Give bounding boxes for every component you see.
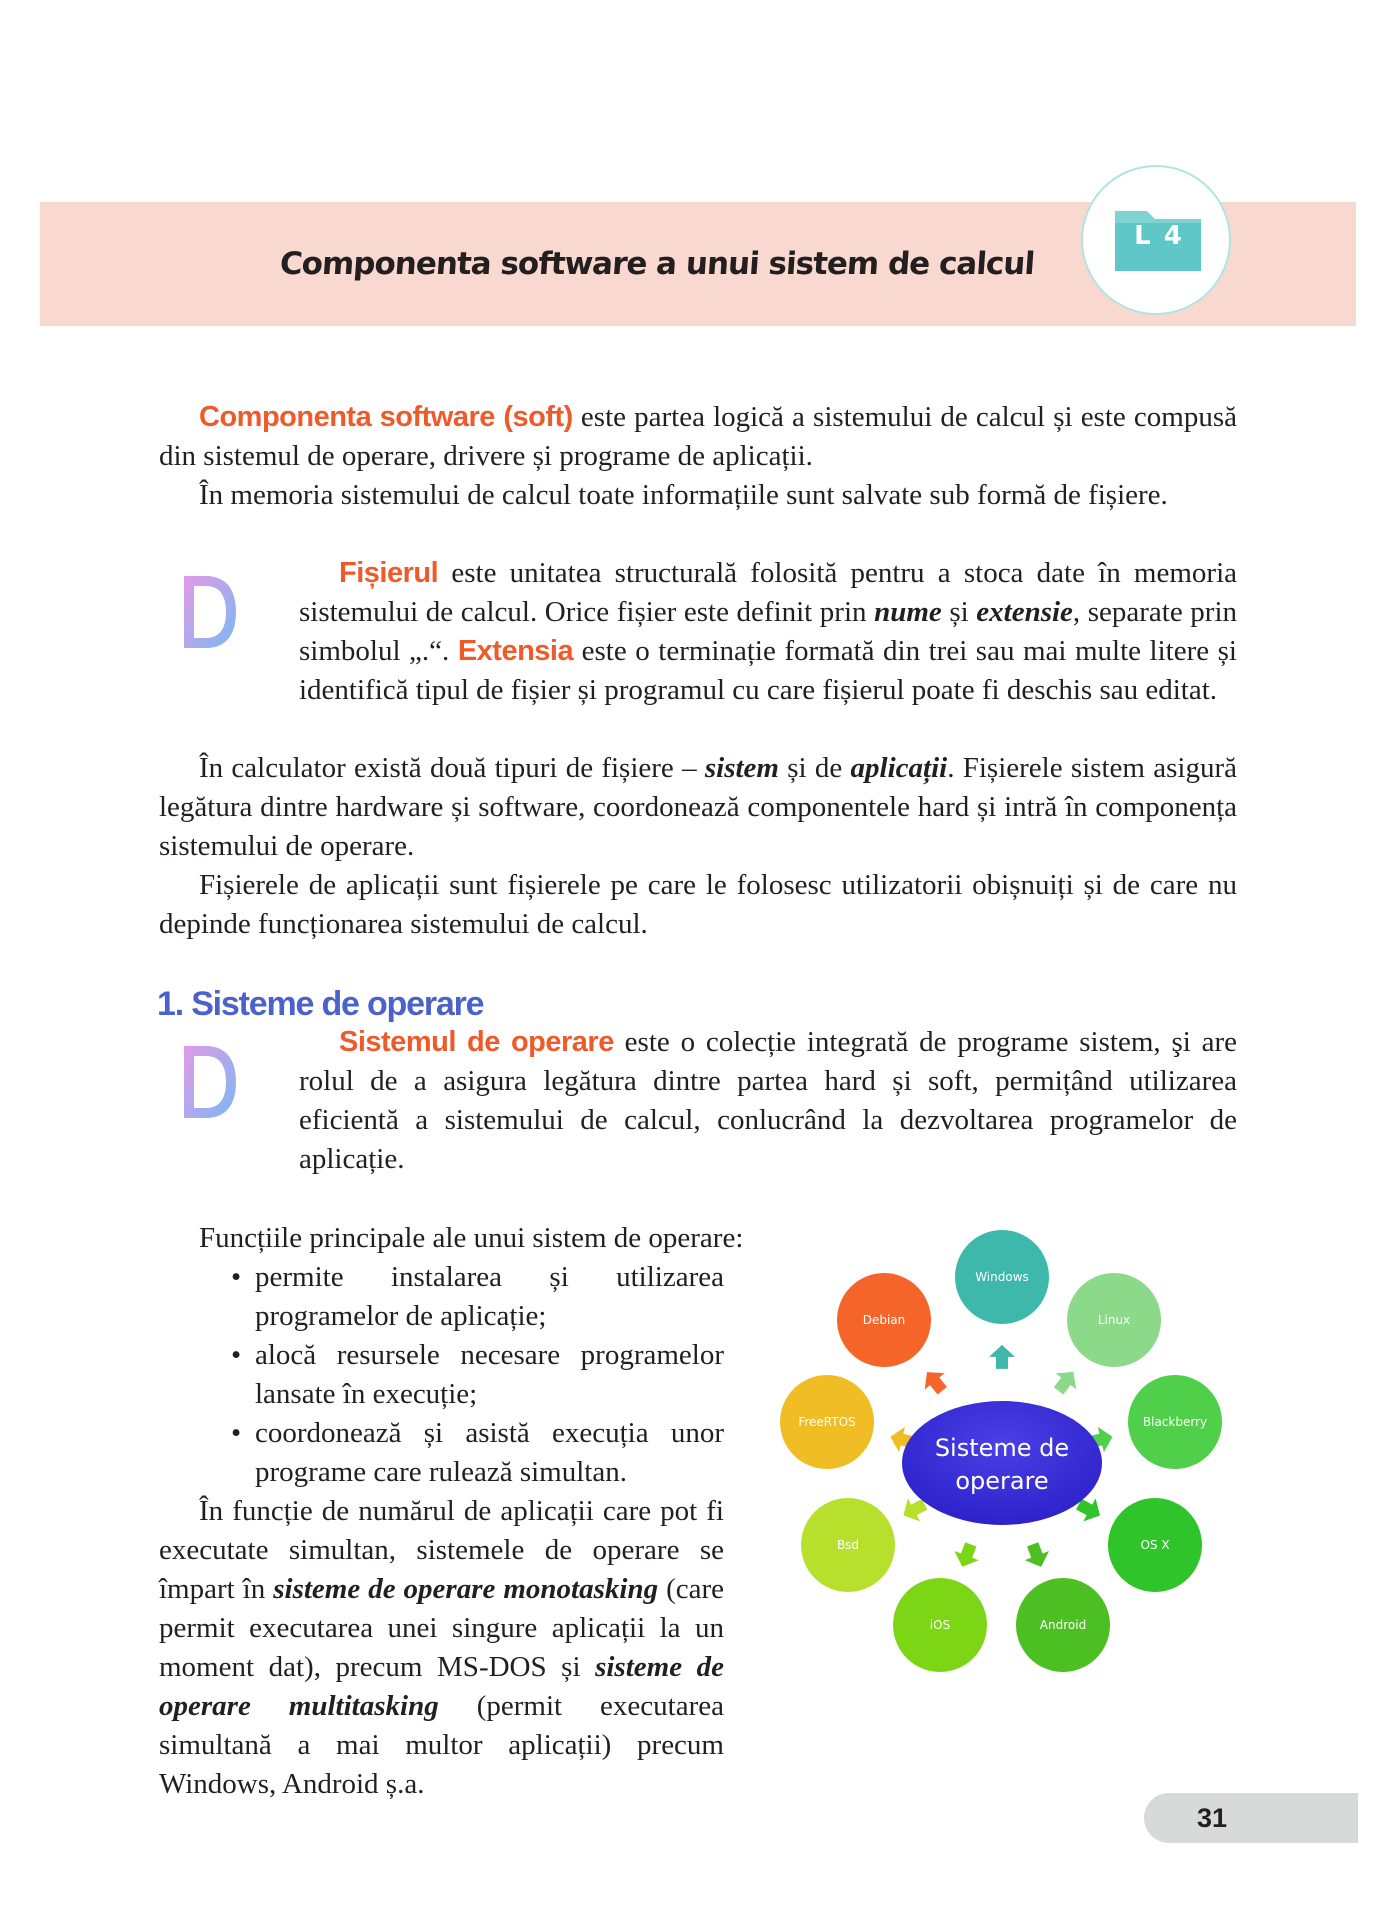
diagram-arrow [950,1540,983,1572]
diagram-node-label: Linux [1097,1313,1131,1327]
list-item: • coordonează și asistă execuția unor programe care rulează simultan. [159,1414,724,1492]
term-extensia: Extensia [457,635,574,667]
functions-list [159,1258,724,1492]
center-label-line-1: Sisteme de [934,1434,1070,1462]
files-text [159,749,1237,944]
definition-file: Fișierul este unitatea structurală folosită pentru a stoca date în memoria sistemului de calcul. Orice fișier este definit prin nume și extensie, separate prin simbolul „.“. Extensia este o terminație formată din trei sau mai multe litere și identifică tipul de fișier și programul cu care fișierul poate fi deschis sau editat. [299,557,1238,706]
list-item: • permite instalarea și utilizarea programelor de aplicație; [159,1258,724,1336]
diagram-arrow [1048,1364,1083,1399]
diagram-node-label: Windows [975,1270,1029,1284]
term-sistemul-de-operare: Sistemul de operare [339,1026,614,1058]
diagram-node-label: iOS [929,1618,951,1632]
intro-text [159,398,1237,515]
lesson-label: L 4 [1134,221,1184,251]
diagram-node-label: OS X [1140,1538,1170,1552]
intro-paragraph-1: Componenta software (soft) este partea logică a sistemului de calcul și este compusă din sistemul de operare, drivere și programe de aplicații. [159,401,1237,472]
definition-d-icon [180,572,240,652]
diagram-node-label: Blackberry [1142,1415,1208,1429]
term-fisierul: Fișierul [339,557,439,589]
functions-column [159,1219,744,1804]
diagram-node-label: Android [1039,1618,1087,1632]
page-number: 31 [1196,1803,1228,1833]
diagram-node-label: Debian [862,1313,906,1327]
section-heading: 1. Sisteme de operare [157,985,484,1023]
list-item: • alocă resursele necesare programelor lansate în execuție; [159,1336,724,1414]
os-diagram [760,1225,1260,1695]
definition-d-icon [180,1042,240,1122]
diagram-node-label: FreeRTOS [798,1415,856,1429]
files-paragraph-1: În calculator există două tipuri de fișiere – sistem și de aplicații. Fișierele sistem asigură legătura dintre hardware și software, coordonează componentele hard și intră în componența sistemului de operare. [159,752,1237,862]
term-software: Componenta software (soft) [199,401,573,433]
diagram-node-label: Bsd [836,1538,860,1552]
functions-intro: Funcțiile principale ale unui sistem de operare: [199,1222,744,1254]
chapter-title: Componenta software a unui sistem de calcul [278,246,1036,282]
bullet-icon: • [231,1261,242,1293]
intro-paragraph-2: În memoria sistemului de calcul toate informațiile sunt salvate sub formă de fișiere. [199,479,1168,511]
diagram-arrow [917,1364,952,1399]
center-label-line-2: operare [955,1467,1049,1495]
bullet-icon: • [231,1417,242,1449]
diagram-arrow [989,1345,1015,1369]
definition-os: Sistemul de operare este o colecție integrată de programe sistem, şi are rolul de a asigura legătura dintre partea hard și soft, permițând utilizarea eficientă a sistemului de calcul, conlucrând la dezvoltarea programelor de aplicație. [299,1026,1238,1175]
page-number-tab [1144,1793,1358,1843]
files-paragraph-2: Fișierele de aplicații sunt fișierele pe care le folosesc utilizatorii obișnuiți și de care nu depinde funcționarea sistemului de calcul. [159,869,1237,940]
classification-paragraph: În funcție de numărul de aplicații care pot fi executate simultan, sistemele de operare se împart în sisteme de operare monotasking (care permit executarea unei singure aplicații la un moment dat), precum MS-DOS și sisteme de operare multitasking (permit executarea simultană a mai multor aplicații) precum Windows, Android ș.a. [159,1495,724,1800]
bullet-icon: • [231,1339,242,1371]
diagram-arrow [1020,1540,1053,1572]
center-node [902,1401,1102,1525]
lesson-badge [1081,165,1231,315]
